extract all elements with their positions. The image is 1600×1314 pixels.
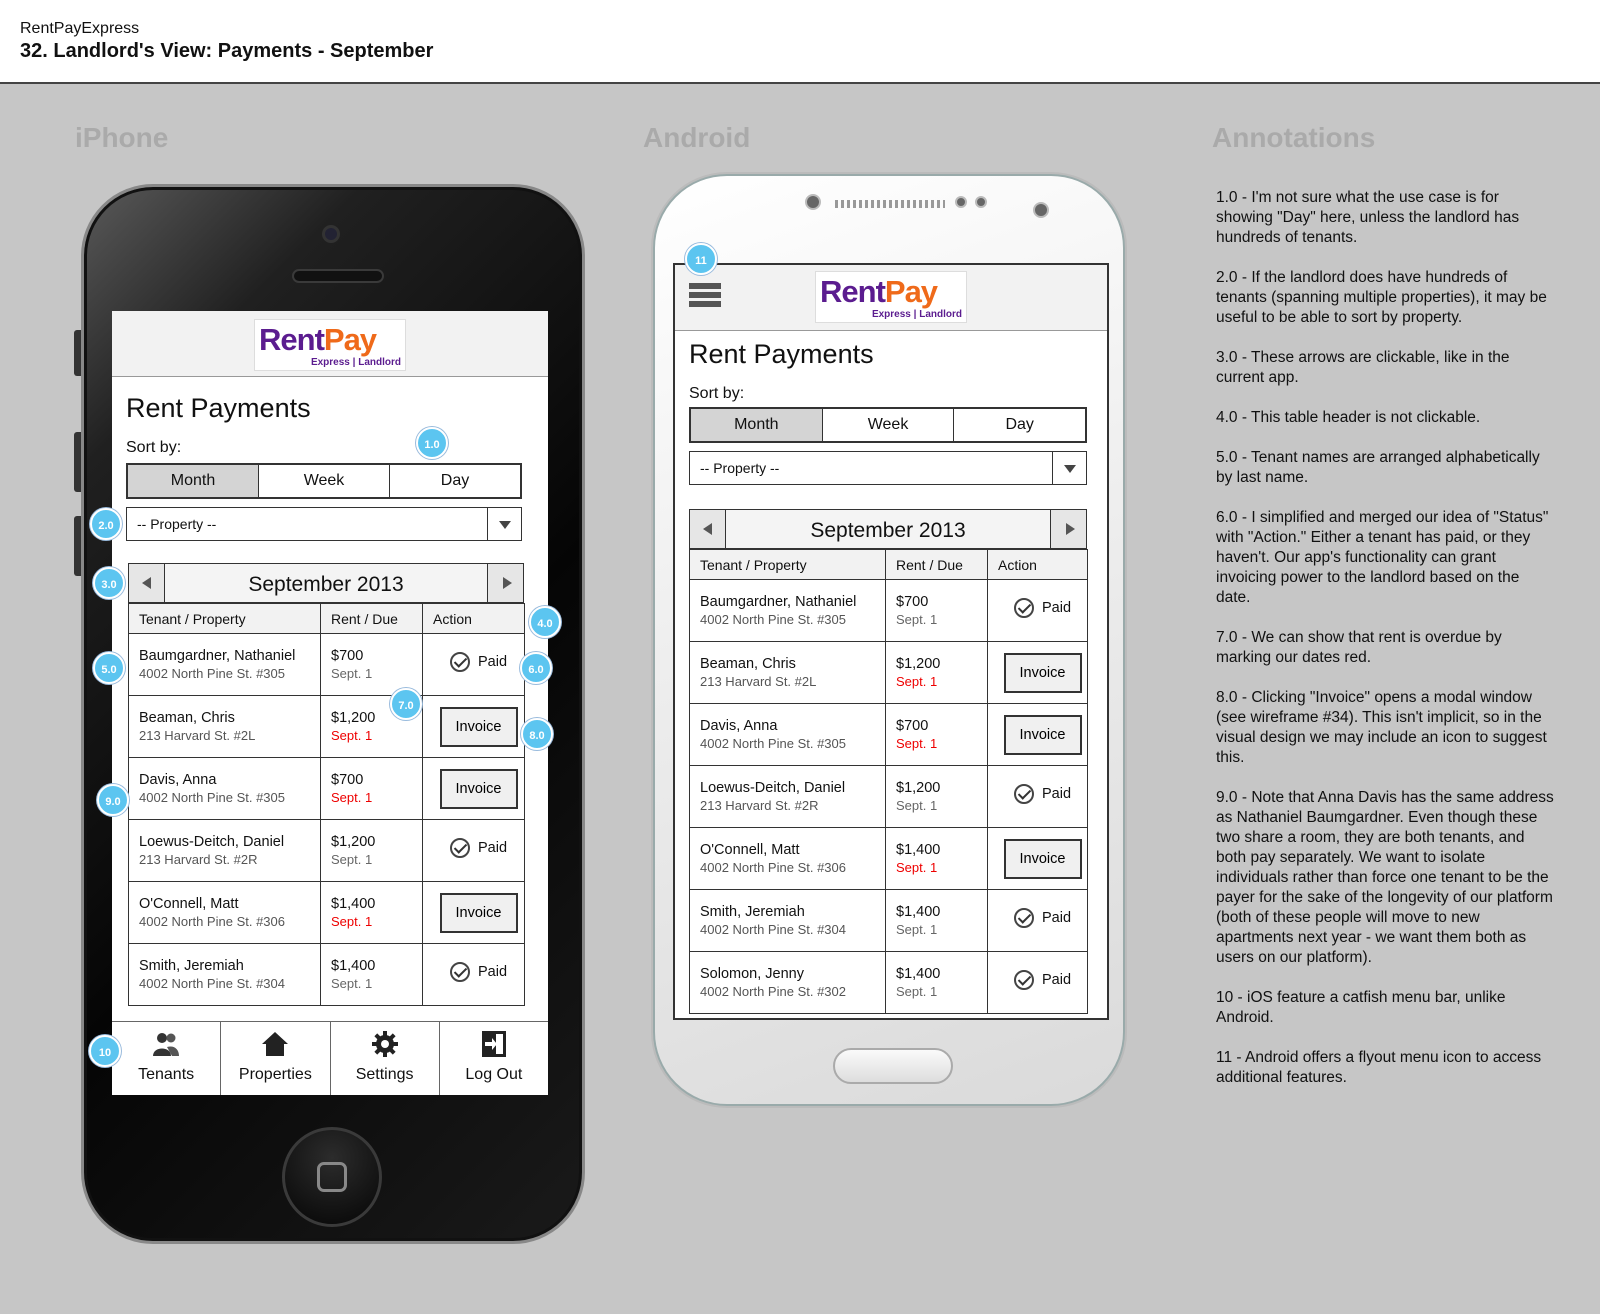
invoice-button[interactable]: Invoice [440, 769, 518, 809]
tenant-name: Davis, Anna [139, 772, 217, 788]
tenant-cell [690, 704, 886, 766]
due-date: Sept. 1 [896, 674, 938, 689]
due-date: Sept. 1 [331, 790, 373, 805]
rent-amount: $1,400 [896, 842, 941, 858]
table-row [129, 820, 525, 882]
tenant-cell [129, 634, 321, 696]
sort-segmented-control [126, 463, 522, 499]
action-cell [988, 580, 1088, 642]
col-action: Action [988, 550, 1088, 580]
tab-properties-label: Properties [238, 1066, 312, 1083]
checkmark-icon [450, 652, 470, 672]
doc-header [0, 0, 1600, 84]
action-cell [988, 828, 1088, 890]
invoice-button[interactable]: Invoice [440, 893, 518, 933]
callout-4: 4.0 [529, 606, 561, 638]
rent-amount: $700 [331, 772, 364, 788]
android-sensor-3 [975, 196, 987, 208]
android-front-camera [1033, 202, 1049, 218]
callout-9: 9.0 [97, 784, 129, 816]
rent-amount: $1,400 [896, 904, 941, 920]
iphone-speaker [292, 269, 384, 283]
logo-rent-text: Rent [259, 322, 324, 357]
paid-label: Paid [477, 654, 508, 670]
tenant-name: O'Connell, Matt [700, 842, 800, 858]
annotation-item: 2.0 - If the landlord does have hundreds of tenants (spanning multiple properties), it may be useful to be able to sort by property. [1216, 269, 1547, 326]
paid-status [450, 838, 507, 858]
tenant-name: Beaman, Chris [700, 656, 796, 672]
action-cell [423, 882, 525, 944]
tenant-cell [129, 944, 321, 1006]
ios-screen [112, 311, 548, 1095]
sort-day[interactable]: Day [389, 465, 520, 497]
checkmark-icon [450, 962, 470, 982]
logo-rent-text: Rent [820, 274, 885, 309]
due-date: Sept. 1 [896, 860, 938, 875]
wireframe-title: 32. Landlord's View: Payments - September [20, 40, 434, 62]
month-label: September 2013 [248, 573, 404, 596]
tenant-address: 4002 North Pine St. #304 [139, 976, 285, 991]
action-cell [423, 758, 525, 820]
rent-cell [321, 758, 423, 820]
callout-5: 5.0 [93, 652, 125, 684]
rent-cell [886, 952, 988, 1014]
action-cell [988, 952, 1088, 1014]
paid-status [1014, 970, 1071, 990]
rent-cell [886, 890, 988, 952]
property-select-value: -- Property -- [137, 516, 217, 532]
rentpay-logo [254, 319, 406, 371]
tenant-name: Solomon, Jenny [700, 966, 804, 982]
checkmark-icon [450, 838, 470, 858]
rentpay-logo-android [815, 271, 967, 323]
paid-status [450, 652, 507, 672]
hamburger-menu-icon[interactable] [689, 283, 721, 311]
rent-amount: $700 [896, 718, 929, 734]
due-date: Sept. 1 [896, 798, 938, 813]
annotation-item: 11 - Android offers a flyout menu icon to access additional features. [1216, 1049, 1542, 1086]
tab-log-out-label: Log Out [465, 1066, 523, 1083]
action-cell [988, 890, 1088, 952]
rent-cell [886, 580, 988, 642]
col-action: Action [423, 604, 525, 634]
rent-amount: $1,400 [331, 896, 376, 912]
android-app-bar [675, 265, 1107, 331]
tenant-cell [690, 766, 886, 828]
table-row [129, 696, 525, 758]
sort-label: Sort by: [126, 439, 182, 456]
rent-cell [886, 642, 988, 704]
checkmark-icon [1014, 908, 1034, 928]
invoice-button[interactable]: Invoice [440, 707, 518, 747]
rent-amount: $1,200 [896, 780, 941, 796]
tenant-cell [129, 882, 321, 944]
home-square-icon [317, 1162, 347, 1192]
paid-status [1014, 908, 1071, 928]
callout-3: 3.0 [93, 567, 125, 599]
tenant-cell [690, 952, 886, 1014]
android-sensor-2 [955, 196, 967, 208]
action-cell [988, 704, 1088, 766]
tenant-name: Loewus-Deitch, Daniel [700, 780, 846, 796]
due-date: Sept. 1 [896, 612, 938, 627]
callout-1: 1.0 [416, 427, 448, 459]
table-row [690, 642, 1088, 704]
tenant-cell [129, 820, 321, 882]
paid-label: Paid [1041, 786, 1072, 802]
tab-settings[interactable] [330, 1022, 439, 1095]
sort-month[interactable]: Month [128, 465, 258, 497]
rent-amount: $1,200 [331, 834, 376, 850]
due-date: Sept. 1 [331, 914, 373, 929]
property-select-android[interactable] [689, 451, 1087, 485]
paid-status [1014, 598, 1071, 618]
table-header-row [690, 550, 1088, 580]
callout-2: 2.0 [90, 508, 122, 540]
rent-cell [321, 882, 423, 944]
tab-tenants-label: Tenants [138, 1066, 195, 1083]
tenant-address: 4002 North Pine St. #306 [700, 860, 846, 875]
tenant-address: 4002 North Pine St. #304 [700, 922, 846, 937]
tenant-name: Baumgardner, Nathaniel [700, 594, 857, 610]
col-rent: Rent / Due [886, 550, 988, 580]
page-title-android: Rent Payments [689, 339, 874, 369]
next-month-arrow-icon[interactable] [1050, 510, 1086, 548]
table-row [690, 890, 1088, 952]
due-date: Sept. 1 [896, 736, 938, 751]
action-cell [988, 766, 1088, 828]
rent-cell [886, 766, 988, 828]
table-row [690, 704, 1088, 766]
tenant-address: 213 Harvard St. #2R [139, 852, 258, 867]
table-row [690, 952, 1088, 1014]
tenant-name: O'Connell, Matt [139, 896, 239, 912]
tenant-cell [690, 642, 886, 704]
sort-day[interactable]: Day [953, 409, 1085, 441]
col-tenant: Tenant / Property [129, 604, 321, 634]
table-row [129, 758, 525, 820]
page-title: Rent Payments [126, 393, 311, 423]
property-select[interactable] [126, 507, 522, 541]
invoice-button[interactable]: Invoice [1004, 715, 1082, 755]
sort-month[interactable]: Month [691, 409, 822, 441]
action-cell [423, 634, 525, 696]
logout-icon [480, 1030, 508, 1058]
tenant-cell [690, 580, 886, 642]
annotation-item: 5.0 - Tenant names are arranged alphabetically by last name. [1216, 449, 1540, 486]
paid-status [450, 962, 507, 982]
annotation-item: 6.0 - I simplified and merged our idea of "Status" with "Action." Either a tenant has paid, or they haven't. Our app's functionality can grant invoicing power to the landlord based on the date. [1216, 509, 1549, 606]
month-navigator [128, 563, 524, 603]
iphone-camera [322, 225, 340, 243]
tenant-address: 4002 North Pine St. #305 [700, 736, 846, 751]
logo-subtitle: Express | Landlord [871, 309, 962, 320]
invoice-button[interactable]: Invoice [1004, 839, 1082, 879]
table-header-row [129, 604, 525, 634]
paid-label: Paid [1041, 910, 1072, 926]
rent-amount: $1,400 [896, 966, 941, 982]
tenant-name: Baumgardner, Nathaniel [139, 648, 296, 664]
callout-7: 7.0 [390, 688, 422, 720]
tenant-address: 4002 North Pine St. #302 [700, 984, 846, 999]
rent-amount: $700 [331, 648, 364, 664]
property-select-value: -- Property -- [700, 460, 780, 476]
paid-label: Paid [477, 840, 508, 856]
project-name: RentPayExpress [20, 20, 140, 37]
next-month-arrow-icon[interactable] [487, 564, 523, 602]
due-date: Sept. 1 [896, 922, 938, 937]
paid-status [1014, 784, 1071, 804]
table-row [690, 580, 1088, 642]
gear-icon [371, 1030, 399, 1058]
tab-settings-label: Settings [355, 1066, 414, 1083]
due-date: Sept. 1 [331, 666, 373, 681]
rent-amount: $700 [896, 594, 929, 610]
tenant-cell [690, 828, 886, 890]
tenant-name: Loewus-Deitch, Daniel [139, 834, 285, 850]
callout-8: 8.0 [521, 718, 553, 750]
annotation-item: 3.0 - These arrows are clickable, like in the current app. [1216, 349, 1510, 386]
sort-week[interactable]: Week [822, 409, 954, 441]
col-tenant: Tenant / Property [690, 550, 886, 580]
col-rent: Rent / Due [321, 604, 423, 634]
rent-cell [886, 828, 988, 890]
tenant-address: 213 Harvard St. #2R [700, 798, 819, 813]
tab-log-out[interactable] [439, 1022, 548, 1095]
annotation-item: 7.0 - We can show that rent is overdue by marking our dates red. [1216, 629, 1502, 666]
checkmark-icon [1014, 970, 1034, 990]
action-cell [423, 696, 525, 758]
tenant-cell [690, 890, 886, 952]
due-date: Sept. 1 [896, 984, 938, 999]
tenant-address: 4002 North Pine St. #305 [139, 666, 285, 681]
rent-amount: $1,200 [896, 656, 941, 672]
tab-properties[interactable] [220, 1022, 329, 1095]
sort-segmented-control-android [689, 407, 1087, 443]
action-cell [988, 642, 1088, 704]
iphone-home-button[interactable] [282, 1127, 382, 1227]
paid-label: Paid [477, 964, 508, 980]
checkmark-icon [1014, 598, 1034, 618]
android-sensor [805, 194, 821, 210]
logo-subtitle: Express | Landlord [310, 357, 401, 368]
annotation-item: 4.0 - This table header is not clickable. [1216, 409, 1481, 426]
ios-app-bar [112, 311, 548, 377]
table-row [690, 766, 1088, 828]
month-navigator-android [689, 509, 1087, 549]
tenant-name: Beaman, Chris [139, 710, 235, 726]
tenant-address: 4002 North Pine St. #305 [700, 612, 846, 627]
rent-cell [321, 820, 423, 882]
rent-cell [886, 704, 988, 766]
logo-pay-text: Pay [884, 274, 938, 309]
month-label: September 2013 [810, 519, 966, 542]
annotation-item: 9.0 - Note that Anna Davis has the same address as Nathaniel Baumgardner. Even though these two share a room, they are both tenants, and both pay separately. We want to isolate individuals rather than force one tenant to be the payer for the sake of the longevity of our platform (both of these people will move to new apartments next year - we want them both as users on our platform). [1216, 789, 1554, 966]
tenant-address: 213 Harvard St. #2L [139, 728, 256, 743]
callout-10: 10 [89, 1035, 121, 1067]
chevron-down-icon[interactable] [487, 508, 521, 540]
due-date: Sept. 1 [331, 852, 373, 867]
due-date: Sept. 1 [331, 976, 373, 991]
tab-tenants[interactable] [112, 1022, 220, 1095]
annotations-heading: Annotations [1212, 122, 1376, 153]
tenant-name: Smith, Jeremiah [139, 958, 244, 974]
action-cell [423, 944, 525, 1006]
android-heading: Android [643, 122, 751, 153]
table-row [129, 634, 525, 696]
annotation-item: 1.0 - I'm not sure what the use case is for showing "Day" here, unless the landlord has hundreds of tenants. [1216, 189, 1520, 246]
annotation-item: 8.0 - Clicking "Invoice" opens a modal window (see wireframe #34). This isn't implicit, so in the visual design we may include an icon to suggest this. [1216, 689, 1547, 766]
payments-table [128, 603, 525, 1006]
tenant-name: Smith, Jeremiah [700, 904, 805, 920]
invoice-button[interactable]: Invoice [1004, 653, 1082, 693]
tenant-name: Davis, Anna [700, 718, 778, 734]
users-icon [152, 1030, 180, 1058]
android-home-button[interactable] [833, 1048, 953, 1084]
checkmark-icon [1014, 784, 1034, 804]
sort-label-android: Sort by: [689, 385, 745, 402]
tenant-address: 213 Harvard St. #2L [700, 674, 817, 689]
house-icon [261, 1030, 289, 1058]
iphone-heading: iPhone [75, 122, 169, 153]
rent-amount: $1,200 [331, 710, 376, 726]
tenant-cell [129, 758, 321, 820]
table-row [129, 944, 525, 1006]
table-row [690, 828, 1088, 890]
android-screen [673, 263, 1109, 1020]
annotations-list [1216, 188, 1556, 1108]
sort-week[interactable]: Week [258, 465, 389, 497]
paid-label: Paid [1041, 600, 1072, 616]
chevron-down-icon[interactable] [1052, 452, 1086, 484]
tenant-address: 4002 North Pine St. #306 [139, 914, 285, 929]
rent-cell [321, 634, 423, 696]
logo-pay-text: Pay [323, 322, 377, 357]
table-row [129, 882, 525, 944]
android-speaker [835, 200, 945, 208]
tenant-address: 4002 North Pine St. #305 [139, 790, 285, 805]
annotation-item: 10 - iOS feature a catfish menu bar, unlike Android. [1216, 989, 1506, 1026]
ios-tab-bar [112, 1021, 548, 1095]
paid-label: Paid [1041, 972, 1072, 988]
tenant-cell [129, 696, 321, 758]
callout-11: 11 [685, 243, 717, 275]
due-date: Sept. 1 [331, 728, 373, 743]
callout-6: 6.0 [520, 652, 552, 684]
rent-cell [321, 944, 423, 1006]
rent-amount: $1,400 [331, 958, 376, 974]
action-cell [423, 820, 525, 882]
payments-table-android [689, 549, 1088, 1014]
